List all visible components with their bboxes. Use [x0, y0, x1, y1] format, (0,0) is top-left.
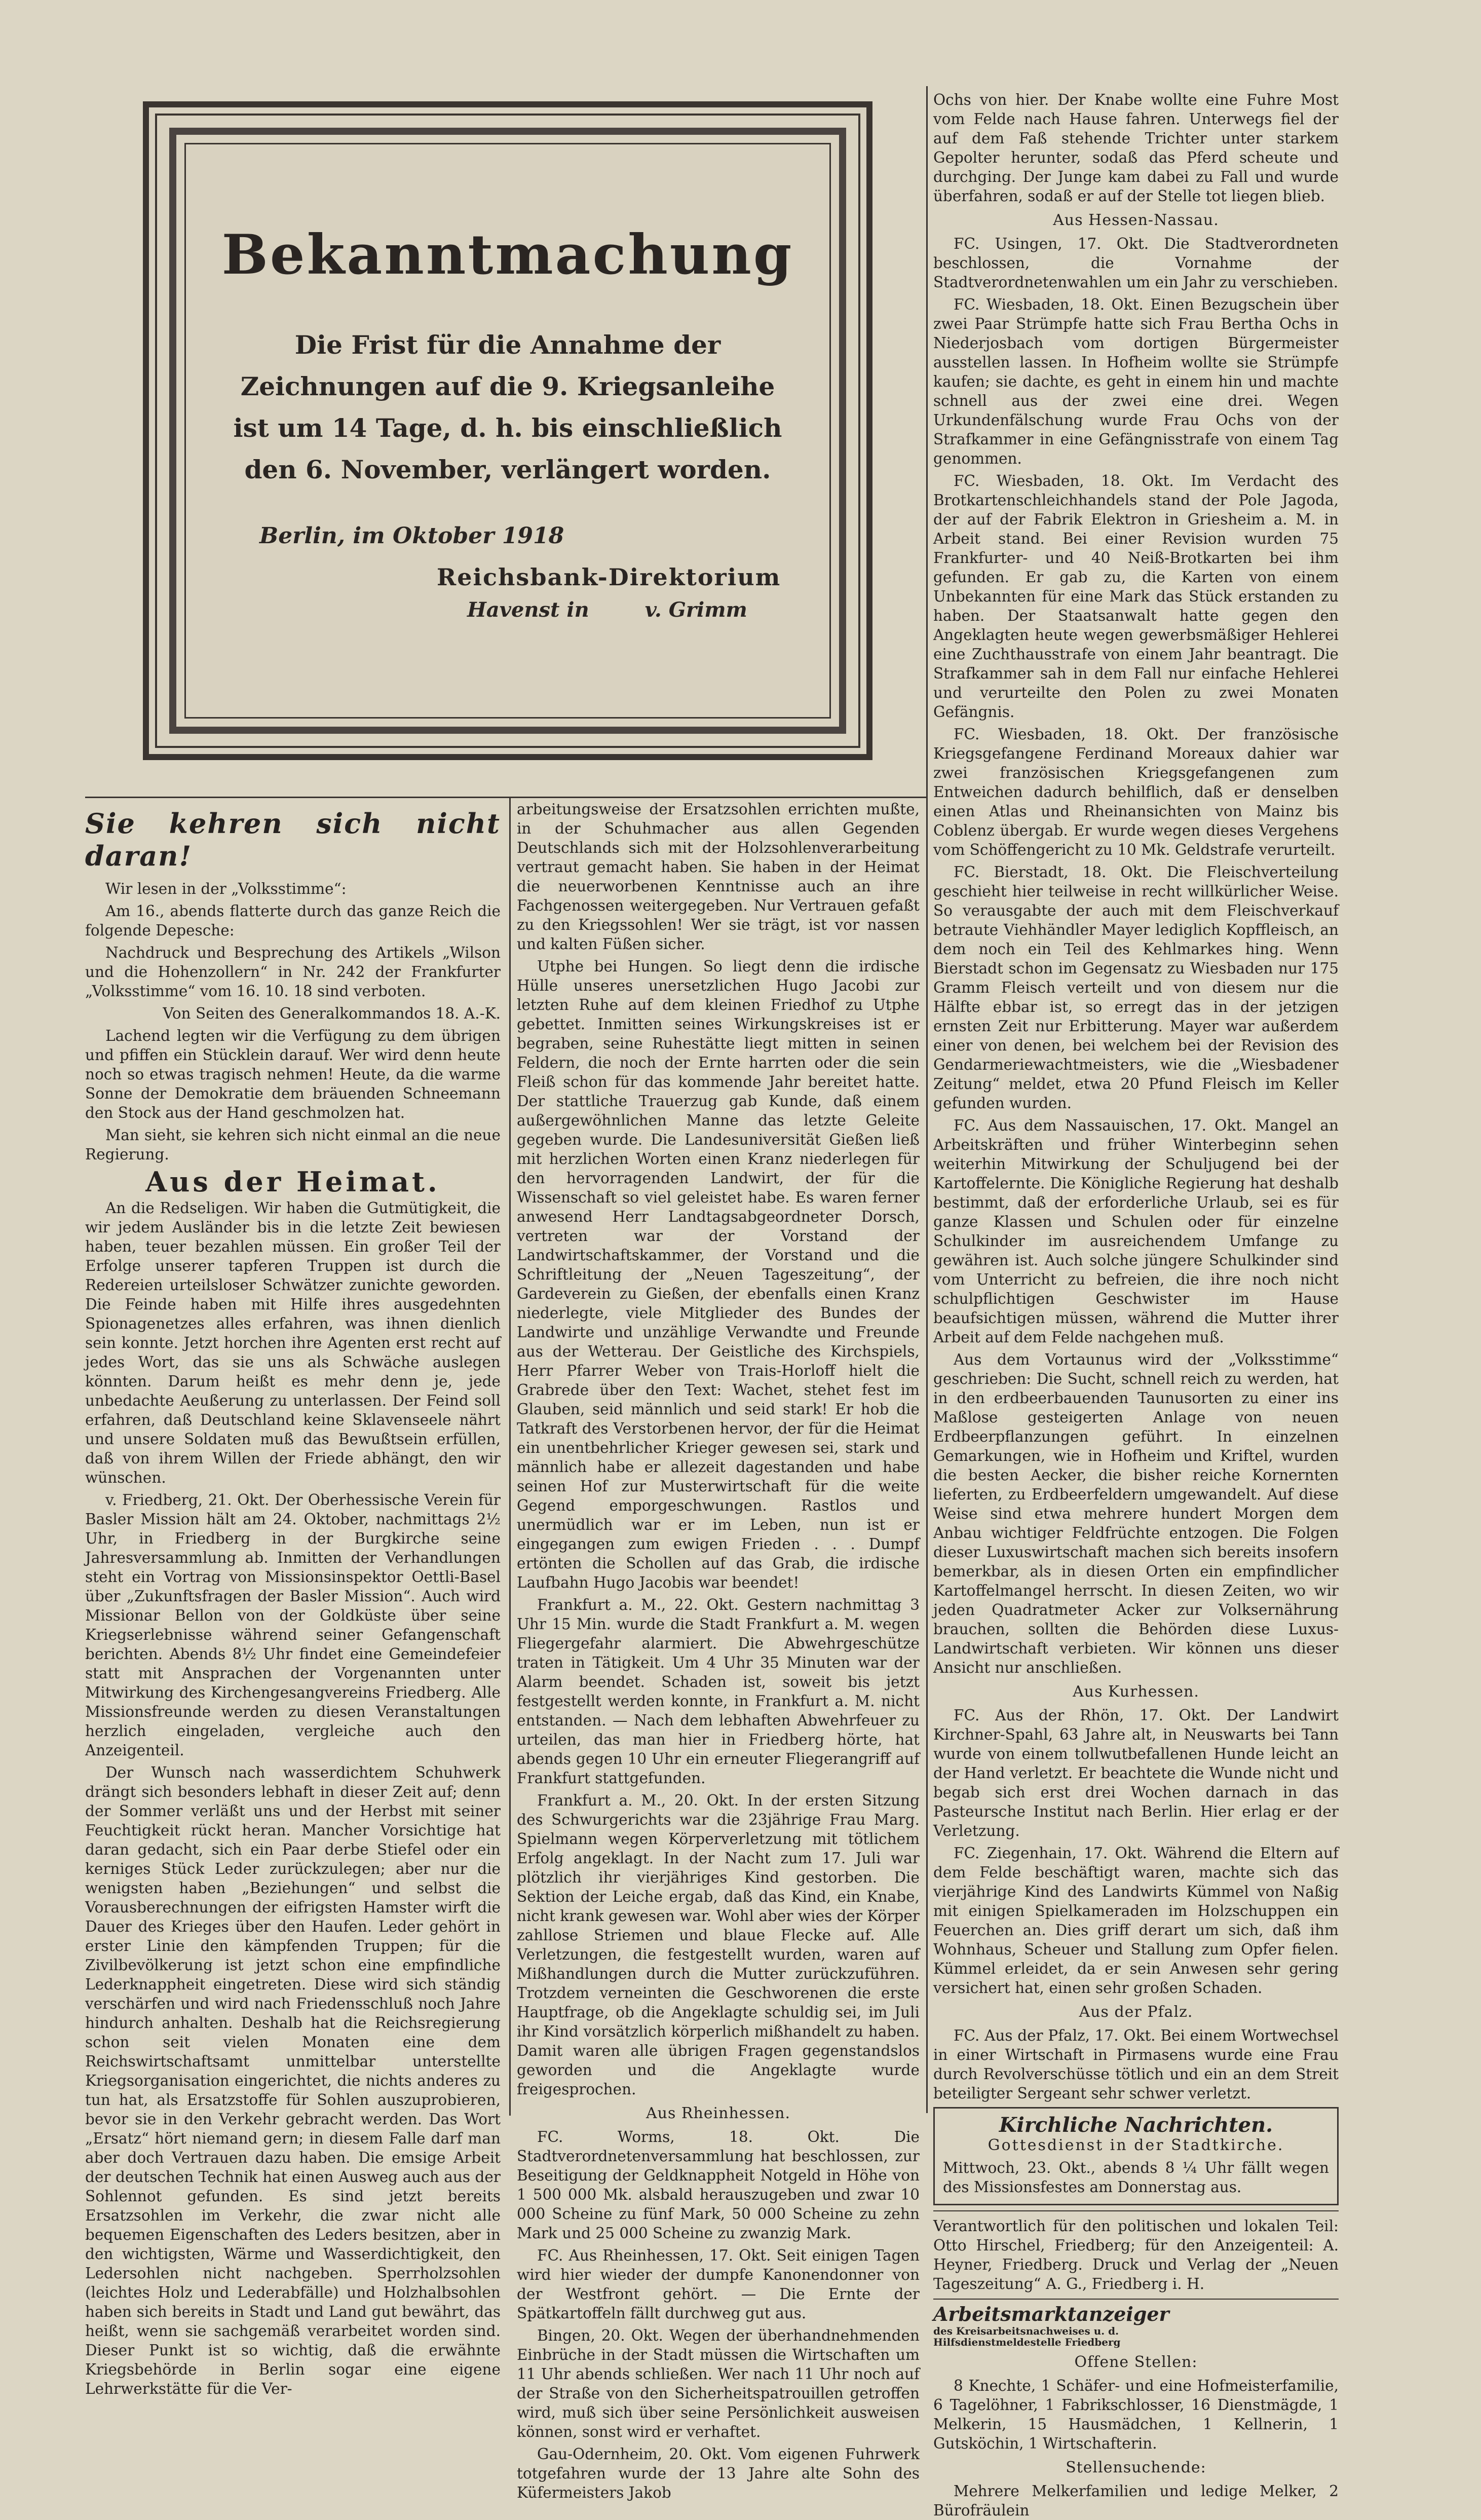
article-paragraph: Ochs von hier. Der Knabe wollte eine Fuhre Most vom Felde nach Hause fahren. Unterwegs fiel der auf dem Faß stehende Trichter unter starkem Gepolter herunter, sodaß das Pferd scheute und durchging. Der Junge kam dabei zu Fall und wurde überfahren, sodaß er auf der Stelle tot liegen blieb. [933, 91, 1339, 205]
column-2 [517, 800, 920, 2501]
proclamation-body: Die Frist für die Annahme der Zeichnungen auf die 9. Kriegsanleihe ist um 14 Tage, d. h. bis einschließlich den 6. November, verlängert worden. [233, 330, 782, 484]
article-paragraph: FC. Wiesbaden, 18. Okt. Im Verdacht des Brotkartenschleichhandels stand der Pole Jagoda, der auf der Fabrik Elektron in Griesheim a. M. in Arbeit stand. Bei einer Revision wurden 75 Frankfurter- und 40 Neiß-Brotkarten bei ihm gefunden. Er gab zu, die Karten von einem Unbekannten für eine Mark das Stück erstanden zu haben. Der Staatsanwalt hatte gegen den Angeklagten heute wegen gewerbsmäßiger Hehlerei eine Zuchthausstrafe von einem Jahr beantragt. Die Strafkammer sah in dem Fall nur einfache Hehlerei und verurteilte den Polen zu zwei Monaten Gefängnis. [933, 472, 1339, 721]
open-positions-heading: Offene Stellen: [1074, 2353, 1198, 2371]
article-paragraph: Frankfurt a. M., 20. Okt. In der ersten Sitzung des Schwurgerichts war die 23jährige Frau Marg. Spielmann wegen Körperverletzung mit tötlichem Erfolg angeklagt. In der Nacht zum 17. Juli war plötzlich ihr vierjähriges Kind gestorben. Die Sektion der Leiche ergab, daß das Kind, ein Knabe, nicht krank gewesen war. Wohl aber wies der Körper zahllose Striemen und blaue Flecke auf. Alle Verletzungen, die festgestellt wurden, waren auf Mißhandlungen durch die Mutter zurückzuführen. Trotzdem verneinten die Geschworenen die erste Hauptfrage, ob die Angeklagte schuldig sei, im Juli ihr Kind vorsätzlich körperlich mißhandelt zu haben. Damit waren alle übrigen Fragen gegenstandslos geworden und die Angeklagte wurde freigesprochen. [517, 1792, 920, 2098]
article-paragraph: FC. Aus dem Nassauischen, 17. Okt. Mangel an Arbeitskräften und früher Winterbeginn sehen weiterhin Mitwirkung der Schuljugend bei der Kartoffelernte. Die Königliche Regierung hat deshalb bestimmt, daß der erforderliche Urlaub, sei es für ganze Klassen und Schulen oder für einzelne Schulkinder im ausreichendem Umfange zu gewähren ist. Auch solche jüngere Schulkinder sind vom Unterricht zu befreien, die ihre noch nicht schulpflichtigen Geschwister im Hause beaufsichtigen müssen, während die Mutter ihrer Arbeit auf dem Felde nachgehen muß. [933, 1117, 1339, 1346]
article-paragraph: Aus dem Vortaunus wird der „Volksstimme“ geschrieben: Die Sucht, schnell reich zu werden, hat in den erdbeerbauenden Taunusorten zu einer ins Maßlose gesteigerten Anlage von neuen Erdbeerpflanzungen geführt. In einzelnen Gemarkungen, wie in Hofheim und Kriftel, wurden die besten Aecker, die bisher reiche Kornernten lieferten, zu Erdbeerfeldern umgewandelt. Auf diese Weise sind etwa mehrere hundert Morgen dem Anbau wichtiger Feldfrüchte entzogen. Die Folgen dieser Luxuswirtschaft machen sich bereits insofern bemerkbar, als in diesen Orten ein empfindlicher Kartoffelmangel herrscht. In diesen Zeiten, wo wir jeden Quadratmeter Acker zur Volksernährung brauchen, sollten die Behörden diese Luxus-Landwirtschaft verbieten. Wir können uns dieser Ansicht nur anschließen. [933, 1351, 1339, 1676]
job-seekers-text: Mehrere Melkerfamilien und ledige Melker, 2 Bürofräulein [933, 2483, 1339, 2519]
headline-kehren: Sie kehren sich nicht daran! [85, 807, 501, 872]
proclamation-names [467, 598, 803, 622]
article-paragraph: FC. Usingen, 17. Okt. Die Stadtverordneten beschlossen, die Vornahme der Stadtverordnetenwahlen um ein Jahr zu verschieben. [933, 235, 1339, 291]
section-kurhessen: Aus Kurhessen. [1073, 1683, 1199, 1701]
section-heimat: Aus der Heimat. [145, 1165, 440, 1198]
article-paragraph: FC. Aus Rheinhessen, 17. Okt. Seit einigen Tagen wird hier wieder der dumpfe Kanonendonner von der Westfront gehört. — Die Ernte der Spätkartoffeln fällt durchweg gut aus. [517, 2247, 920, 2322]
article-paragraph: Man sieht, sie kehren sich nicht einmal an die neue Regierung. [85, 1126, 501, 1163]
section-rheinhessen: Aus Rheinhessen. [646, 2104, 790, 2122]
article-paragraph: FC. Aus der Pfalz, 17. Okt. Bei einem Wortwechsel in einer Wirtschaft in Pirmasens wurde eine Frau durch Revolverschüsse tötlich und ein an dem Streit beteiligter Sergeant sehr schwer verletzt. [933, 2027, 1339, 2102]
article-paragraph: arbeitungsweise der Ersatzsohlen errichten mußte, in der Schuhmacher aus allen Gegenden Deutschlands sich mit der Holzsohlenverarbeitung vertraut gemacht haben. Sie haben in der Heimat die neuerworbenen Kenntnisse auch an ihre Fachgenossen weitergegeben. Nur Vertrauen gefaßt zu den Kriegssohlen! Wer sie trägt, ist vor nassen und kalten Füßen sicher. [517, 801, 920, 953]
article-paragraph: FC. Aus der Rhön, 17. Okt. Der Landwirt Kirchner-Spahl, 63 Jahre alt, in Neuswarts bei Tann wurde von einem tollwutbefallenen Hunde leicht an der Hand verletzt. Er beachtete die Wunde nicht und begab sich erst drei Wochen darnach in das Pasteursche Institut nach Berlin. Hier erlag er der Verletzung. [933, 1707, 1339, 1839]
church-notices-box [933, 2107, 1339, 2205]
proclamation-underline [85, 797, 926, 798]
signatory-1: Havenst in [467, 598, 589, 622]
column-rule-right [926, 86, 928, 2113]
article-paragraph: Von Seiten des Generalkommandos 18. A.-K. [163, 1005, 501, 1022]
proclamation-date: Berlin, im Oktober 1918 [259, 523, 564, 549]
church-notices-subtitle: Gottesdienst in der Stadtkirche. [988, 2136, 1284, 2154]
article-paragraph: An die Redseligen. Wir haben die Gutmütigkeit, die wir jedem Ausländer bis in die letzte Zeit bewiesen haben, teuer bezahlen müssen. Ein großer Teil der Erfolge unserer tapferen Truppen ist durch die Redereien urteilsloser Schwätzer zunichte geworden. Die Feinde haben mit Hilfe ihres ausgedehnten Spionagenetzes alles erfahren, was ihnen dienlich sein konnte. Jetzt horchen ihre Agenten erst recht auf jedes Wort, das sie uns als Schwäche auslegen könnten. Darum heißt es mehr denn je, jede unbedachte Aeußerung zu unterlassen. Der Feind soll erfahren, daß Deutschland keine Sklavenseele nährt und unsere Soldaten muß das Bewußtsein erfüllen, daß von ihrem Willen der Friede abhängt, den wir wünschen. [85, 1199, 501, 1486]
proclamation-title: Bekanntmachung [221, 223, 794, 287]
church-notices-text: Mittwoch, 23. Okt., abends 8 ¼ Uhr fällt wegen des Missionsfestes am Donnerstag aus. [943, 2159, 1329, 2196]
article-paragraph: FC. Worms, 18. Okt. Die Stadtverordnetenversammlung hat beschlossen, zur Beseitigung der Geldknappheit Notgeld in Höhe von 1 500 000 Mk. alsbald herauszugeben und zwar 10 000 Scheine zu fünf Mark, 50 000 Scheine zu zehn Mark und 25 000 Scheine zu zwanzig Mark. [517, 2128, 920, 2242]
article-paragraph: Gau-Odernheim, 20. Okt. Vom eigenen Fuhrwerk totgefahren wurde der 13 Jahre alte Sohn des Küfermeisters Jakob [517, 2446, 920, 2501]
article-paragraph: Lachend legten wir die Verfügung zu dem übrigen und pfiffen ein Stücklein darauf. Wer wird denn heute noch so etwas tragisch nehmen! Heute, da die warme Sonne der Demokratie dem bräuenden Schneemann den Stock aus der Hand geschmolzen hat. [85, 1027, 501, 1121]
church-notices-title: Kirchliche Nachrichten. [999, 2113, 1273, 2137]
divider [933, 2299, 1339, 2300]
labor-market-subtitle [933, 2325, 1121, 2348]
job-seekers-heading: Stellensuchende: [1066, 2459, 1206, 2476]
signatory-2: v. Grimm [644, 598, 747, 622]
article-paragraph: Frankfurt a. M., 22. Okt. Gestern nachmittag 3 Uhr 15 Min. wurde die Stadt Frankfurt a. M. wegen Fliegergefahr alarmiert. Die Abwehrgeschütze traten in Tätigkeit. Um 4 Uhr 35 Minuten war der Alarm beendet. Schaden ist, soweit bis jetzt festgestellt werden konnte, in Frankfurt a. M. nicht entstanden. — Nach dem lebhaften Abwehrfeuer zu urteilen, das man hier in Friedberg hörte, hat abends gegen 10 Uhr ein erneuter Fliegerangriff auf Frankfurt stattgefunden. [517, 1596, 920, 1787]
article-paragraph: FC. Bierstadt, 18. Okt. Die Fleischverteilung geschieht hier teilweise in recht willkürlicher Weise. So verausgabte der auch mit dem Fleischverkauf betraute Viehhändler Mayer lediglich Kopffleisch, an dem noch ein Teil des Kehlmarkes hing. Wenn Bierstadt schon im Gegensatz zu Wiesbaden nur 175 Gramm Fleisch verteilt und von diesem nur die Hälfte ebbar ist, so erregt das in der jetzigen ernsten Zeit nur Erbitterung. Mayer war außerdem einer von denen, bei welchem bei der Revision des Gendarmeriewachtmeisters, wie die „Wiesbadener Zeitung“ meldet, etwa 20 Pfund Fleisch im Keller gefunden wurden. [933, 863, 1339, 1112]
section-hessen-nassau: Aus Hessen-Nassau. [1053, 211, 1219, 229]
section-pfalz: Aus der Pfalz. [1079, 2003, 1193, 2021]
proclamation-box [143, 101, 872, 760]
article-paragraph: Nachdruck und Besprechung des Artikels „Wilson und die Hohenzollern“ in Nr. 242 der Frankfurter „Volksstimme“ vom 16. 10. 18 sind verboten. [85, 944, 501, 1000]
divider [933, 2210, 1339, 2211]
labor-market-subtitle-2: Hilfsdienstmeldestelle Friedberg [933, 2336, 1121, 2348]
column-1 [85, 803, 501, 2397]
open-positions-text: 8 Knechte, 1 Schäfer- und eine Hofmeisterfamilie, 6 Tagelöhner, 1 Fabrikschlosser, 16 Dienstmägde, 1 Melkerin, 15 Hausmädchen, 1 Kellnerin, 1 Gutsköchin, 1 Wirtschafterin. [933, 2377, 1339, 2452]
column-3 [933, 90, 1339, 2519]
article-paragraph: Utphe bei Hungen. So liegt denn die irdische Hülle unseres unersetzlichen Hugo Jacobi zur letzten Ruhe auf dem kleinen Friedhof zu Utphe gebettet. Inmitten seines Wirkungskreises ist er begraben, seine Ruhestätte liegt mitten in seinen Feldern, die noch der Ernte harrten oder die sein Fleiß schon für das kommende Jahr bereitet hatte. Der stattliche Trauerzug gab Kunde, daß einem außergewöhnlichen Manne das letzte Geleite gegeben wurde. Die Landesuniversität Gießen ließ mit herzlichen Worten einen Kranz niederlegen für den hervorragenden Landwirt, der für die Wissenschaft so viel geleistet habe. Es waren ferner anwesend Herr Landtagsabgeordneter Dorsch, vertreten war der Vorstand der Landwirtschaftskammer, der Vorstand und die Schriftleitung der „Neuen Tageszeitung“, der Gardeverein zu Gießen, der ebenfalls einen Kranz niederlegte, viele Mitglieder des Bundes der Landwirte und unzählige Verwandte und Freunde aus der Wetterau. Der Geistliche des Kirchspiels, Herr Pfarrer Weber von Trais-Horloff hielt die Grabrede über den Text: Wachet, stehet fest im Glauben, seid männlich und seid stark! Er hob die Tatkraft des Verstorbenen hervor, der für die Heimat ein unentbehrlicher Krieger gewesen sei, stark und männlich habe er allezeit dagestanden und habe seinen Hof zur Musterwirtschaft für die weite Gegend emporgeschwungen. Rastlos und unermüdlich war er im Leben, nun ist er eingegangen zum ewigen Frieden . . . Dumpf ertönten die Schollen auf das Grab, die irdische Laufbahn Hugo Jacobis war beendet! [517, 958, 920, 1591]
proclamation-signature: Reichsbank-Direktorium [437, 563, 781, 591]
labor-market-title: Arbeitsmarktanzeiger [933, 2303, 1169, 2325]
article-paragraph: Der Wunsch nach wasserdichtem Schuhwerk drängt sich besonders lebhaft in dieser Zeit auf; denn der Sommer verläßt uns und der Herbst mit seiner Feuchtigkeit rückt heran. Mancher Vorsichtige hat daran gedacht, sich ein Paar derbe Stiefel oder ein kerniges Stück Leder zurückzulegen; aber nur die wenigsten haben „Beziehungen“ und selbst die Vorausberechnungen der eifrigsten Hamster wirft die Dauer des Krieges über den Haufen. Leder gehört in erster Linie den kämpfenden Truppen; für die Zivilbevölkerung ist jetzt schon eine empfindliche Lederknappheit eingetreten. Diese wird sich ständig verschärfen und wird nach Friedensschluß noch Jahre hindurch anhalten. Deshalb hat die Reichsregierung schon seit vielen Monaten eine dem Reichswirtschaftsamt unmittelbar unterstellte Kriegsorganisation eingerichtet, die nichts anderes zu tun hat, als Ersatzstoffe für Sohlen auszuprobieren, bevor sie in den Verkehr gebracht werden. Das Wort „Ersatz“ hört niemand gern; in diesem Falle darf man aber doch Vertrauen dazu haben. Die emsige Arbeit der deutschen Technik hat einen Ausweg auch aus der Sohlennot gefunden. Es sind jetzt bereits Ersatzsohlen im Verkehr, die zwar nicht alle bequemen Eigenschaften des Leders besitzen, aber in den wichtigsten, Wärme und Wasserdichtigkeit, den Ledersohlen nicht nachgeben. Sperrholzsohlen (leichtes Holz und Lederabfälle) und Holzhalbsohlen haben sich bereits in Stadt und Land gut bewährt, das heißt, wenn sie sachgemäß verarbeitet worden sind. Dieser Punkt ist so wichtig, daß die erwähnte Kriegsbehörde in Berlin sogar eine eigene Lehrwerkstätte für die Ver- [85, 1764, 501, 2397]
article-paragraph: Wir lesen in der „Volksstimme“: [105, 880, 347, 897]
article-paragraph: Am 16., abends flatterte durch das ganze Reich die folgende Depesche: [85, 902, 501, 939]
article-paragraph: FC. Wiesbaden, 18. Okt. Einen Bezugschein über zwei Paar Strümpfe hatte sich Frau Bertha Ochs in Niederjosbach vom dortigen Bürgermeister ausstellen lassen. In Hofheim wollte sie Strümpfe kaufen; sie dachte, es geht in einem hin und machte schnell aus der zwei eine drei. Wegen Urkundenfälschung wurde Frau Ochs von der Strafkammer in eine Gefängnisstrafe von einem Tag genommen. [933, 296, 1339, 467]
labor-market-subtitle-1: des Kreisarbeitsnachweises u. d. [933, 2325, 1119, 2337]
article-paragraph: FC. Ziegenhain, 17. Okt. Während die Eltern auf dem Felde beschäftigt waren, machte sich das vierjährige Kind des Landwirts Kümmel von Naßig mit einigen Spielkameraden im Holzschuppen ein Feuerchen an. Dies griff derart um sich, daß ihm Wohnhaus, Scheuer und Stallung zum Opfer fielen. Kümmel erleidet, da er sein Anwesen sehr gering versichert hat, einen sehr großen Schaden. [933, 1845, 1339, 1997]
article-paragraph: FC. Wiesbaden, 18. Okt. Der französische Kriegsgefangene Ferdinand Moreaux dahier war zwei französischen Kriegsgefangenen zum Entweichen dadurch behilflich, daß er denselben einen Atlas und Rheinansichten von Mainz bis Coblenz übergab. Er wurde wegen dieses Vergehens vom Schöffengericht zu 10 Mk. Geldstrafe verurteilt. [933, 726, 1339, 858]
labor-market-header [933, 2305, 1339, 2348]
article-paragraph: v. Friedberg, 21. Okt. Der Oberhessische Verein für Basler Mission hält am 24. Oktober, nachmittags 2½ Uhr, in Friedberg in der Burgkirche seine Jahresversammlung ab. Inmitten der Verhandlungen steht ein Vortrag von Missionsinspektor Oettli-Basel über „Zukunftsfragen der Basler Mission“. Auch wird Missionar Bellon von der Goldküste über seine Kriegserlebnisse während seiner Gefangenschaft berichten. Abends 8½ Uhr findet eine Gemeindefeier statt mit Ansprachen der Vorgenannten unter Mitwirkung des Kirchengesangvereins Friedberg. Alle Missionsfreunde werden zu diesen Veranstaltungen herzlich eingeladen, vergleiche auch den Anzeigenteil. [85, 1491, 501, 1759]
article-paragraph: Bingen, 20. Okt. Wegen der überhandnehmenden Einbrüche in der Stadt müssen die Wirtschaften um 11 Uhr abends schließen. Wer nach 11 Uhr noch auf der Straße von den Sicherheitspatrouillen getroffen wird, muß sich über seine Persönlichkeit ausweisen können, sonst wird er verhaftet. [517, 2327, 920, 2440]
column-rule-left [509, 798, 511, 2116]
imprint: Verantwortlich für den politischen und lokalen Teil: Otto Hirschel, Friedberg; für den Anzeigenteil: A. Heyner, Friedberg. Druck und Verlag der „Neuen Tageszeitung“ A. G., Friedberg i. H. [933, 2217, 1339, 2292]
